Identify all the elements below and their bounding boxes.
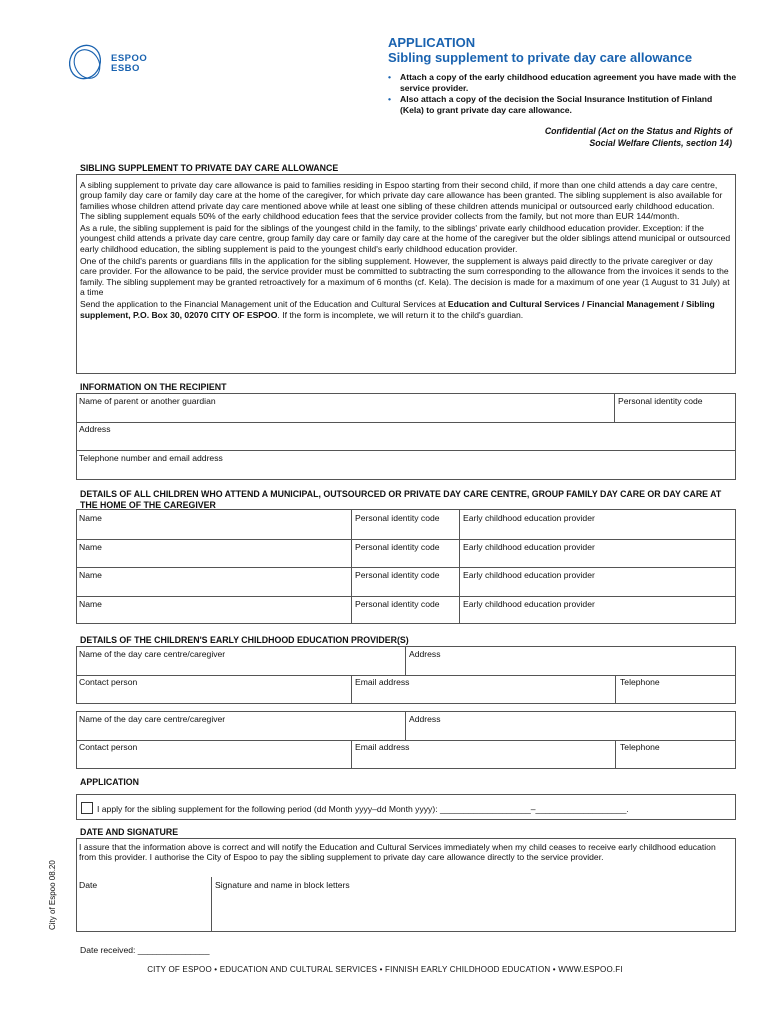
children-heading: DETAILS OF ALL CHILDREN WHO ATTEND A MUNICIPAL, OUTSOURCED OR PRIVATE DAY CARE CENTRE, GROUP FAMILY DAY CARE OR DAY CARE AT THE HOME OF THE CAREGIVER — [80, 489, 722, 510]
confidential-line: Social Welfare Clients, section 14) — [589, 137, 732, 148]
intro-box — [76, 174, 736, 374]
child-name-field[interactable]: Name — [79, 542, 102, 552]
child-name-field[interactable]: Name — [79, 570, 102, 580]
centre-address-field[interactable]: Address — [409, 649, 441, 659]
assurance-text: I assure that the information above is correct and will notify the Education and Cultural Services immediately when my child ceases to receive early childhood education from this provider. I authorise the City of Espoo to pay the sibling supplement to private day care allowance directly to the service provider. — [79, 842, 716, 863]
centre-name-field[interactable]: Name of the day care centre/caregiver — [79, 714, 226, 724]
child-pid-field[interactable]: Personal identity code — [355, 513, 440, 523]
child-pid-field[interactable]: Personal identity code — [355, 599, 440, 609]
footer: CITY OF ESPOO • EDUCATION AND CULTURAL SERVICES • FINNISH EARLY CHILDHOOD EDUCATION • WWW.ESPOO.FI — [147, 965, 623, 974]
child-provider-field[interactable]: Early childhood education provider — [463, 513, 595, 523]
guardian-pid-field[interactable]: Personal identity code — [618, 396, 703, 406]
intro-paragraph: As a rule, the sibling supplement is paid for the siblings of the youngest child in the family, to the siblings' private early childhood education provider. Exception: if the youngest child attends a private day care centre, group family day care or family day care at the home of the caregiver but the older siblings attend municipal or outsourced early childhood education, the sibling supplement is paid to the youngest child's early childhood education provider. — [80, 223, 731, 254]
signature-heading: DATE AND SIGNATURE — [80, 827, 179, 837]
child-provider-field[interactable]: Early childhood education provider — [463, 542, 595, 552]
side-text: City of Espoo 08.20 — [48, 860, 57, 930]
page-subtitle: Sibling supplement to private day care allowance — [388, 50, 693, 65]
provider-block — [76, 711, 736, 769]
guardian-name-field[interactable]: Name of parent or another guardian — [79, 396, 216, 406]
confidential-note — [545, 126, 732, 149]
contact-person-field[interactable]: Contact person — [79, 742, 138, 752]
email-field[interactable]: Email address — [355, 742, 410, 752]
signature-box — [76, 838, 736, 932]
apply-checkbox[interactable] — [81, 802, 93, 814]
child-provider-field[interactable]: Early childhood education provider — [463, 599, 595, 609]
provider-block — [76, 646, 736, 704]
child-name-field[interactable]: Name — [79, 513, 102, 523]
bullet-item: • Also attach a copy of the decision the Social Insurance Institution of Finland (Kela) to grant private day care allowance. — [388, 94, 738, 116]
intro-paragraph — [80, 299, 731, 320]
child-name-field[interactable]: Name — [79, 599, 102, 609]
attachment-bullets — [388, 72, 738, 116]
date-field[interactable]: Date — [79, 880, 98, 890]
telephone-field[interactable]: Telephone — [620, 677, 660, 687]
intro-heading: SIBLING SUPPLEMENT TO PRIVATE DAY CARE ALLOWANCE — [80, 163, 339, 173]
recipient-heading: INFORMATION ON THE RECIPIENT — [80, 382, 227, 392]
espoo-logo — [66, 42, 156, 86]
side-version-text — [48, 850, 92, 930]
recipient-box — [76, 393, 736, 480]
intro-paragraph: A sibling supplement to private day care allowance is paid to families residing in Espoo starting from their second child, if more than one child attends a day care centre, group family day care or family day care at the home of the caregiver, for which private day care allowance has been granted. The sibling supplement is also available for families whose children attend private day care mentioned above while at least one sibling of these children attends municipal or outsourced early childhood education. The sibling supplement equals 50% of the early childhood education fees that the service provider collects from the family, but not more than EUR 144/month. — [80, 180, 723, 221]
espoo-logo-icon — [66, 42, 110, 86]
contact-person-field[interactable]: Contact person — [79, 677, 138, 687]
telephone-field[interactable]: Telephone — [620, 742, 660, 752]
logo-line2: ESBO — [111, 63, 140, 74]
child-pid-field[interactable]: Personal identity code — [355, 542, 440, 552]
child-pid-field[interactable]: Personal identity code — [355, 570, 440, 580]
application-heading: APPLICATION — [80, 777, 139, 787]
send-text-end: . If the form is incomplete, we will return it to the child's guardian. — [277, 309, 524, 320]
date-received: Date received: _______________ — [80, 945, 210, 955]
email-field[interactable]: Email address — [355, 677, 410, 687]
signature-field[interactable]: Signature and name in block letters — [215, 880, 350, 890]
providers-heading: DETAILS OF THE CHILDREN'S EARLY CHILDHOOD EDUCATION PROVIDER(S) — [80, 635, 409, 645]
confidential-line: Confidential (Act on the Status and Rights of — [544, 126, 732, 136]
apply-period-label: I apply for the sibling supplement for the following period (dd Month yyyy–dd Month yyyy): ___________________–___________________. — [97, 804, 629, 814]
centre-name-field[interactable]: Name of the day care centre/caregiver — [79, 649, 226, 659]
logo-line1: ESPOO — [111, 53, 148, 64]
centre-address-field[interactable]: Address — [409, 714, 441, 724]
bullet-item: • Attach a copy of the early childhood education agreement you have made with the service provider. — [388, 72, 738, 94]
send-address: Education and Cultural Services / Financial Management / Sibling supplement, P.O. Box 30, 02070 CITY OF ESPOO — [80, 299, 715, 320]
intro-paragraph: One of the child's parents or guardians fills in the application for the sibling supplement. However, the supplement is always paid directly to the private caregiver or day care provider. For the allowance to be paid, the service provider must be committed to subtracting the sum corresponding to the allowance from the invoices it sends to the family. The sibling supplement may be granted retroactively for a maximum of 6 months (cf. Kela). The decision is made for a maximum of one year (1 August to 31 July) at a time — [80, 256, 730, 297]
children-table — [76, 509, 736, 624]
page-title: APPLICATION — [388, 35, 476, 50]
send-text: Send the application to the Financial Management unit of the Education and Cultural Services at — [80, 299, 448, 310]
phone-email-field[interactable]: Telephone number and email address — [79, 453, 223, 463]
child-provider-field[interactable]: Early childhood education provider — [463, 570, 595, 580]
address-field[interactable]: Address — [79, 424, 111, 434]
